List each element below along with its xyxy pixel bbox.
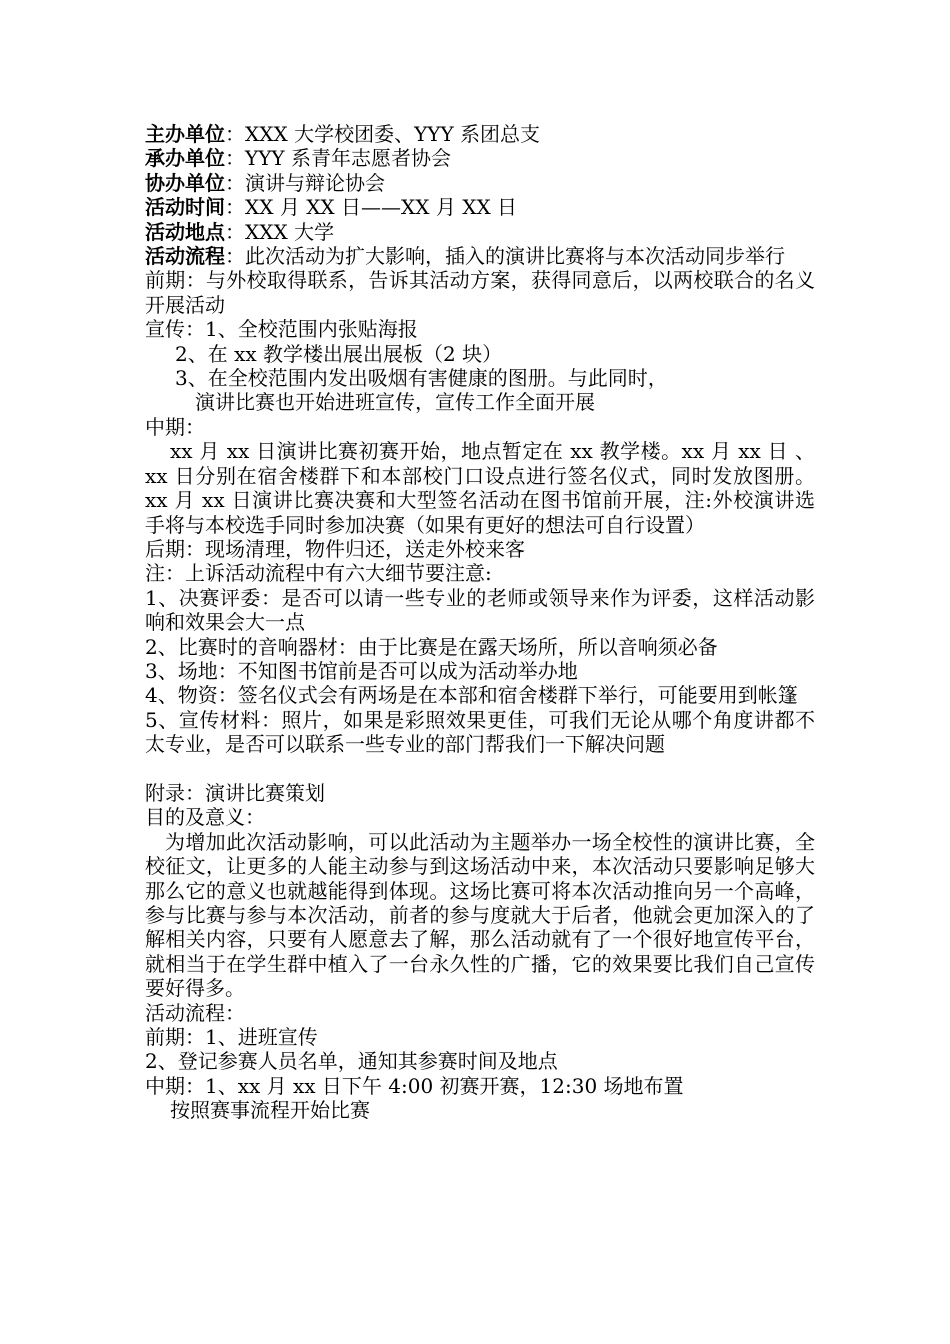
publicity-line-3-continued: 演讲比赛也开始进班宣传，宣传工作全面开展 xyxy=(195,390,595,415)
organizer-row xyxy=(145,146,815,170)
time-row xyxy=(145,195,815,219)
note-item-2: 2、比赛时的音响器材：由于比赛是在露天场所，所以音响须必备 xyxy=(145,634,718,659)
middle-stage-paragraph: xx 月 xx 日演讲比赛初赛开始，地点暂定在 xx 教学楼。xx 月 xx 日 、xx 日分别在宿舍楼群下和本部校门口设点进行签名仪式，同时发放图册。xx 月 xx 日演讲比赛决赛和大型签名活动在图书馆前开展，注:外校演讲选手将与本校选手同时参加决赛（如果有更好的想法可自行设置） xyxy=(145,439,815,537)
time-label: 活动时间 xyxy=(145,195,225,220)
co-organizer-label: 协办单位 xyxy=(145,170,225,195)
note-item-3: 3、场地：不知图书馆前是否可以成为活动举办地 xyxy=(145,658,578,683)
appendix-early-line-2: 2、登记参赛人员名单，通知其参赛时间及地点 xyxy=(145,1049,558,1074)
note-item-4: 4、物资：签名仪式会有两场是在本部和宿舍楼群下举行，可能要用到帐篷 xyxy=(145,683,798,708)
document-page xyxy=(145,122,815,1123)
process-value: ：此次活动为扩大影响，插入的演讲比赛将与本次活动同步举行 xyxy=(225,244,785,269)
co-organizer-row xyxy=(145,171,815,195)
place-row xyxy=(145,220,815,244)
host-label: 主办单位 xyxy=(145,122,225,146)
appendix-early-line-1: 前期：1、进班宣传 xyxy=(145,1025,318,1050)
note-item-5: 5、宣传材料：照片，如果是彩照效果更佳，可我们无论从哪个角度讲都不太专业，是否可以联系一些专业的部门帮我们一下解决问题 xyxy=(145,707,815,757)
purpose-paragraph: 为增加此次活动影响，可以此活动为主题举办一场全校性的演讲比赛，全校征文，让更多的人能主动参与到这场活动中来，本次活动只要影响足够大那么它的意义也就越能得到体现。这场比赛可将本次活动推向另一个高峰，参与比赛与参与本次活动，前者的参与度就大于后者，他就会更加深入的了解相关内容，只要有人愿意去了解，那么活动就有了一个很好地宣传平台，就相当于在学生群中植入了一台永久性的广播，它的效果要比我们自己宣传要好得多。 xyxy=(145,829,815,1001)
late-stage-line: 后期：现场清理，物件归还，送走外校来客 xyxy=(145,536,525,561)
publicity-line-2: 2、在 xx 教学楼出展出展板（2 块） xyxy=(175,341,503,366)
organizer-value: ：YYY 系青年志愿者协会 xyxy=(225,146,451,171)
note-item-1: 1、决赛评委：是否可以请一些专业的老师或领导来作为评委，这样活动影响和效果会大一点 xyxy=(145,585,815,635)
time-value: ：XX 月 XX 日——XX 月 XX 日 xyxy=(225,195,518,220)
process-row xyxy=(145,244,815,268)
publicity-line-1: 宣传：1、全校范围内张贴海报 xyxy=(145,317,418,342)
place-value: ：XXX 大学 xyxy=(225,219,335,244)
middle-stage-title: 中期： xyxy=(145,414,205,439)
publicity-line-3: 3、在全校范围内发出吸烟有害健康的图册。与此同时， xyxy=(175,366,668,391)
host-value: ：XXX 大学校团委、YYY 系团总支 xyxy=(225,122,541,146)
appendix-middle-line-2: 按照赛事流程开始比赛 xyxy=(170,1098,370,1123)
notes-intro: 注：上诉活动流程中有六大细节要注意: xyxy=(145,561,492,586)
co-organizer-value: ：演讲与辩论协会 xyxy=(225,170,385,195)
appendix-title: 附录：演讲比赛策划 xyxy=(145,780,325,805)
organizer-label: 承办单位 xyxy=(145,146,225,171)
appendix-middle-line-1: 中期：1、xx 月 xx 日下午 4:00 初赛开赛，12:30 场地布置 xyxy=(145,1073,684,1098)
appendix-process-title: 活动流程： xyxy=(145,1000,245,1025)
purpose-title: 目的及意义： xyxy=(145,805,265,830)
early-stage-paragraph: 前期：与外校取得联系，告诉其活动方案，获得同意后，以两校联合的名义开展活动 xyxy=(145,268,815,317)
host-row xyxy=(145,122,815,146)
process-label: 活动流程 xyxy=(145,244,225,269)
place-label: 活动地点 xyxy=(145,219,225,244)
blank-line xyxy=(145,757,815,781)
